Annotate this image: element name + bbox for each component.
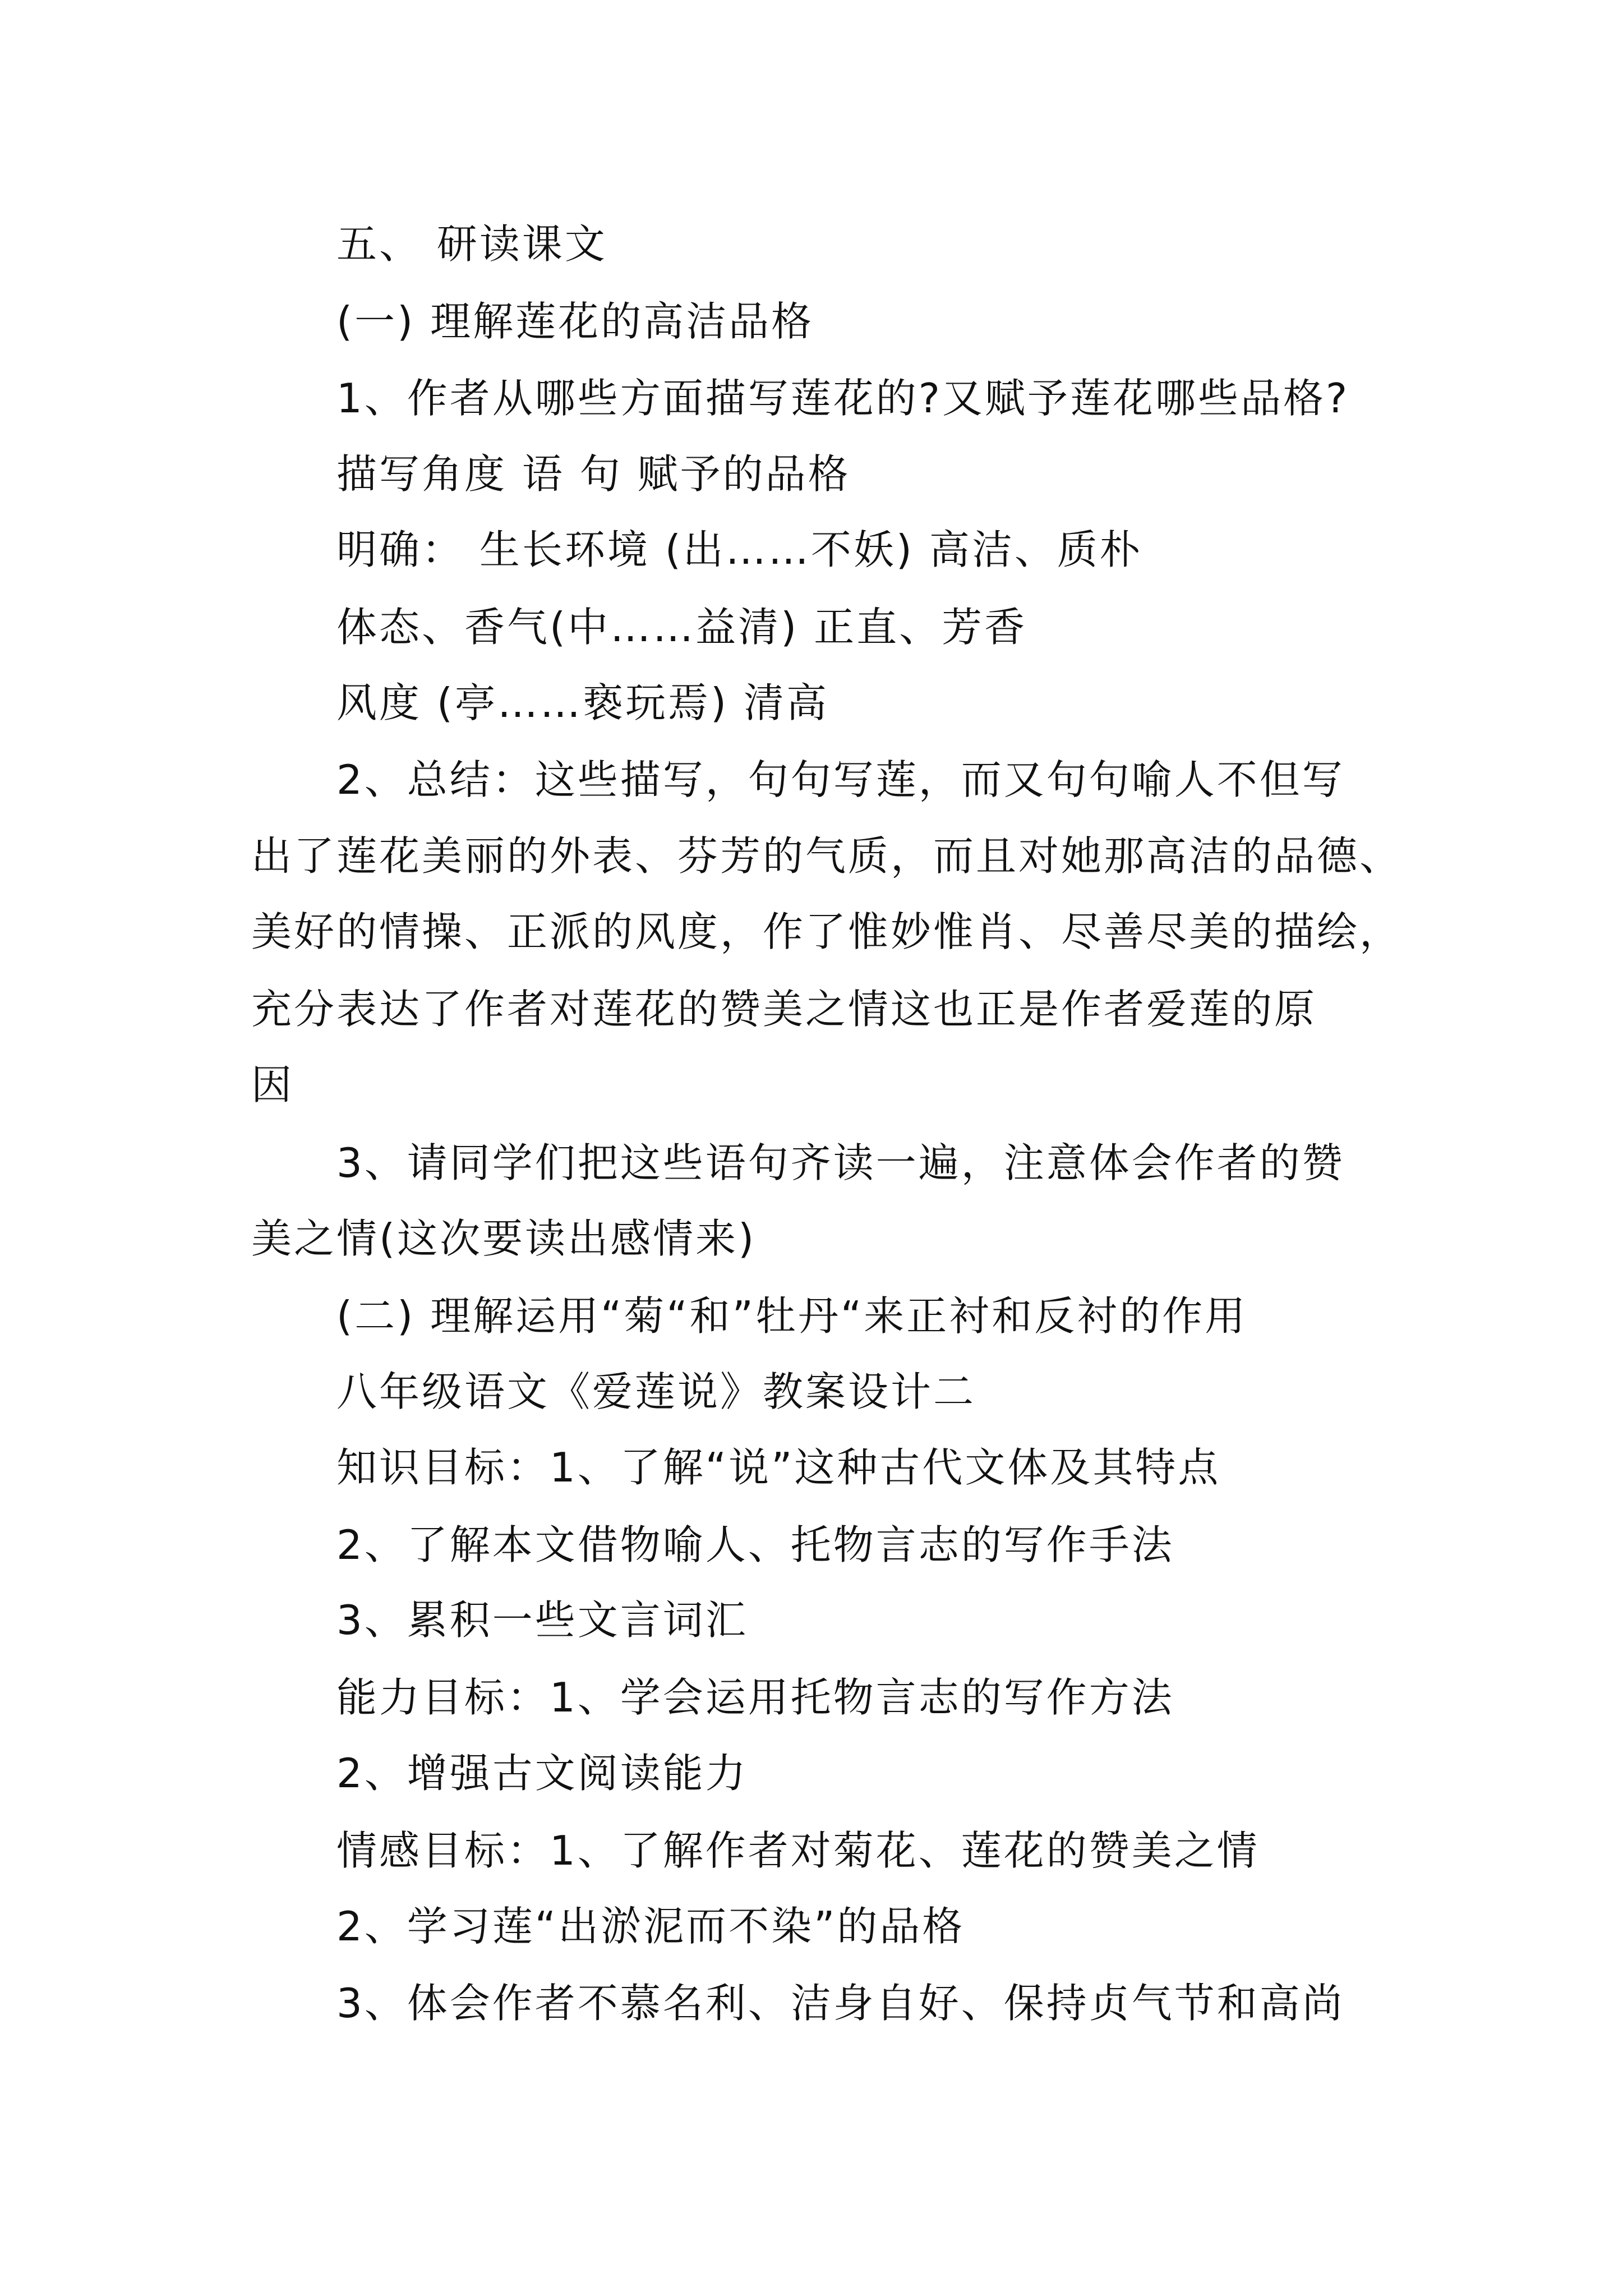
table-header-line: 描写角度 语 句 赋予的品格 <box>336 450 851 498</box>
question-line: 1、作者从哪些方面描写莲花的?又赋予莲花哪些品格? <box>336 375 1350 422</box>
paragraph-line: 出了莲花美丽的外表、芬芳的气质，而且对她那高洁的品德、 <box>251 832 1403 880</box>
objective-line: 2、了解本文借物喻人、托物言志的写作手法 <box>336 1521 1174 1568</box>
answer-line: 体态、香气(中……益清) 正直、芳香 <box>336 604 1027 651</box>
objective-line: 2、学习莲“出淤泥而不染”的品格 <box>336 1903 965 1950</box>
section-heading: 五、 研读课文 <box>336 220 607 268</box>
objective-line: 情感目标：1、了解作者对菊花、莲花的赞美之情 <box>336 1827 1260 1874</box>
paragraph-line: 美好的情操、正派的风度，作了惟妙惟肖、尽善尽美的描绘， <box>251 908 1403 955</box>
paragraph-line: 美之情(这次要读出感情来) <box>251 1215 757 1262</box>
objective-line: 能力目标：1、学会运用托物言志的写作方法 <box>336 1674 1174 1721</box>
objective-line: 2、增强古文阅读能力 <box>336 1750 748 1797</box>
subsection-heading: (一) 理解莲花的高洁品格 <box>336 298 814 345</box>
paragraph-line: 因 <box>251 1061 294 1108</box>
objective-line: 知识目标：1、了解“说”这种古代文体及其特点 <box>336 1444 1221 1491</box>
answer-line: 风度 (亭……亵玩焉) 清高 <box>336 679 829 726</box>
objective-line: 3、体会作者不慕名利、洁身自好、保持贞气节和高尚 <box>336 1980 1345 2027</box>
paragraph-line: 2、总结：这些描写，句句写莲，而又句句喻人不但写 <box>336 756 1345 803</box>
document-subtitle: 八年级语文《爱莲说》教案设计二 <box>336 1368 976 1415</box>
paragraph-line: 充分表达了作者对莲花的赞美之情这也正是作者爱莲的原 <box>251 986 1317 1033</box>
subsection-heading: (二) 理解运用“菊“和”牡丹“来正衬和反衬的作用 <box>336 1292 1248 1340</box>
answer-line: 明确： 生长环境 (出……不妖) 高洁、质朴 <box>336 526 1142 573</box>
objective-line: 3、累积一些文言词汇 <box>336 1596 748 1644</box>
paragraph-line: 3、请同学们把这些语句齐读一遍，注意体会作者的赞 <box>336 1139 1345 1186</box>
